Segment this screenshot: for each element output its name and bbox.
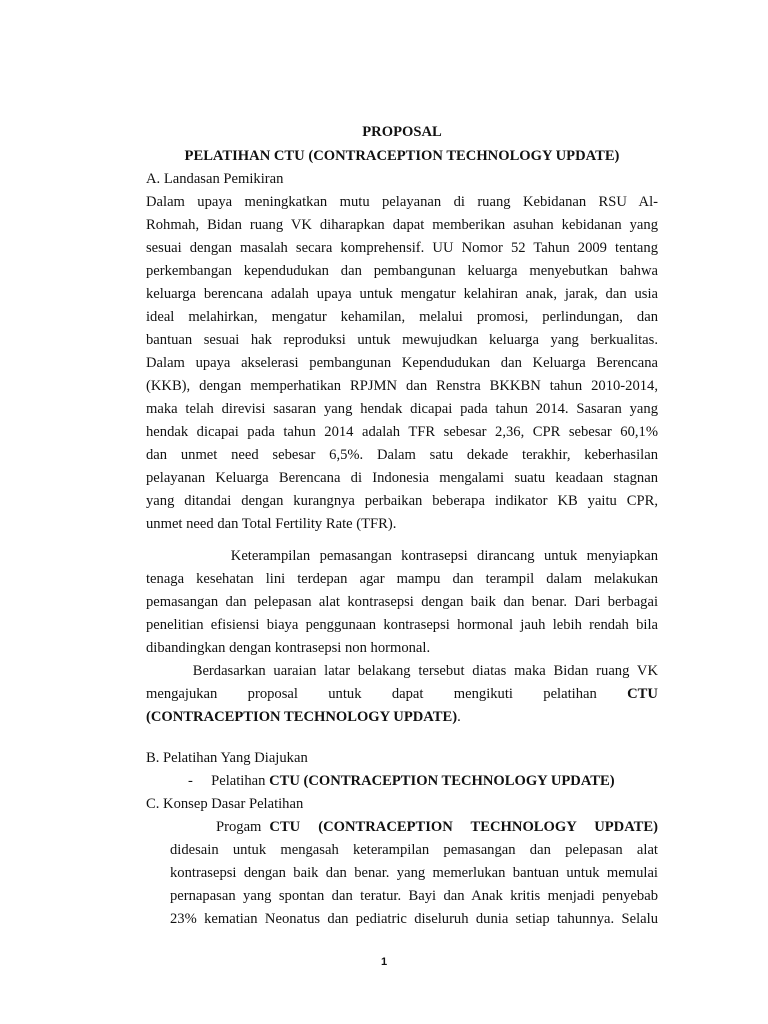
word: mengikuti <box>453 686 513 702</box>
document-subtitle: PELATIHAN CTU (CONTRACEPTION TECHNOLOGY UPDATE) <box>184 148 620 164</box>
item-prefix: - Pelatihan <box>188 773 270 789</box>
word: mengajukan <box>146 686 218 702</box>
paragraph-line: Keterampilan pemasangan kontrasepsi dirancang untuk menyiapkan <box>146 548 658 564</box>
period: . <box>457 709 461 725</box>
word: proposal <box>247 686 298 702</box>
paragraph-line: (KKB), dengan memperhatikan RPJMN dan Renstra BKKBN tahun 2010-2014, <box>146 378 658 394</box>
paragraph-line: hendak dicapai pada tahun 2014 adalah TFR sebesar 2,36, CPR sebesar 60,1% <box>146 424 658 440</box>
paragraph-line: sesuai dengan masalah secara komprehensif. UU Nomor 52 Tahun 2009 tentang <box>146 240 658 256</box>
section-b-item <box>188 772 658 790</box>
item-bold: CTU (CONTRACEPTION TECHNOLOGY UPDATE) <box>269 773 615 789</box>
word: pelatihan <box>543 686 597 702</box>
word: dapat <box>391 686 424 702</box>
paragraph-line: pemasangan dan pelepasan alat kontrasepsi dengan baik dan benar. Dari berbagai <box>146 594 658 610</box>
paragraph-line: bantuan sesuai hak reproduksi untuk mewujudkan keluarga yang berkualitas. <box>146 332 658 348</box>
paragraph-line: unmet need dan Total Fertility Rate (TFR). <box>146 516 397 532</box>
paragraph-line: yang ditandai dengan kurangnya perbaikan beberapa indikator KB yaitu CPR, <box>146 493 658 509</box>
paragraph-line: maka telah direvisi sasaran yang hendak dicapai pada tahun 2014. Sasaran yang <box>146 401 658 417</box>
paragraph-line: Rohmah, Bidan ruang VK diharapkan dapat memberikan asuhan kebidanan yang <box>146 217 658 233</box>
paragraph-line: tenaga kesehatan lini terdepan agar mampu dan terampil dalam melakukan <box>146 571 658 587</box>
paragraph-line: keluarga berencana adalah upaya untuk mengatur kelahiran anak, jarak, dan usia <box>146 286 658 302</box>
word: Progam <box>216 819 262 835</box>
paragraph-line: penelitian efisiensi biaya penggunaan kontrasepsi hormonal jauh lebih rendah bila <box>146 617 658 633</box>
paragraph-line: 23% kematian Neonatus dan pediatric diseluruh dunia setiap tahunnya. Selalu <box>170 911 658 927</box>
ctu-acronym: CTU <box>627 686 658 702</box>
paragraph-line: perkembangan kependudukan dan pembangunan keluarga menyebutkan bahwa <box>146 263 658 279</box>
paragraph-line: didesain untuk mengasah keterampilan pemasangan dan pelepasan alat <box>170 842 658 858</box>
paragraph-line <box>146 685 658 703</box>
ctu-full-name: (CONTRACEPTION TECHNOLOGY UPDATE) <box>146 709 458 725</box>
paragraph-line: pernapasan yang spontan dan teratur. Bayi dan Anak kritis menjadi penyebab <box>170 888 658 904</box>
ctu-full-name: CTU (CONTRACEPTION TECHNOLOGY UPDATE) <box>269 819 658 835</box>
section-c-heading: C. Konsep Dasar Pelatihan <box>146 796 304 812</box>
paragraph-line: ideal melahirkan, mengatur kehamilan, melalui promosi, perlindungan, dan <box>146 309 658 325</box>
paragraph-line: kontrasepsi dengan baik dan benar. yang memerlukan bantuan untuk memulai <box>170 865 658 881</box>
paragraph-line: Dalam upaya meningkatkan mutu pelayanan di ruang Kebidanan RSU Al- <box>146 194 658 210</box>
paragraph-line <box>216 818 658 836</box>
word: untuk <box>328 686 362 702</box>
page-number: 1 <box>380 956 388 968</box>
paragraph-line: pelayanan Keluarga Berencana di Indonesia mengalami suatu keadaan stagnan <box>146 470 658 486</box>
paragraph-line: dan unmet need sebesar 6,5%. Dalam satu dekade terakhir, keberhasilan <box>146 447 658 463</box>
section-a-heading: A. Landasan Pemikiran <box>146 171 284 187</box>
paragraph-line <box>146 708 658 726</box>
section-b-heading: B. Pelatihan Yang Diajukan <box>146 750 308 766</box>
paragraph-line: Dalam upaya akselerasi pembangunan Kependudukan dan Keluarga Berencana <box>146 355 658 371</box>
paragraph-line: Berdasarkan uaraian latar belakang tersebut diatas maka Bidan ruang VK <box>146 663 658 679</box>
document-title: PROPOSAL <box>362 124 442 140</box>
paragraph-line: dibandingkan dengan kontrasepsi non hormonal. <box>146 640 431 656</box>
